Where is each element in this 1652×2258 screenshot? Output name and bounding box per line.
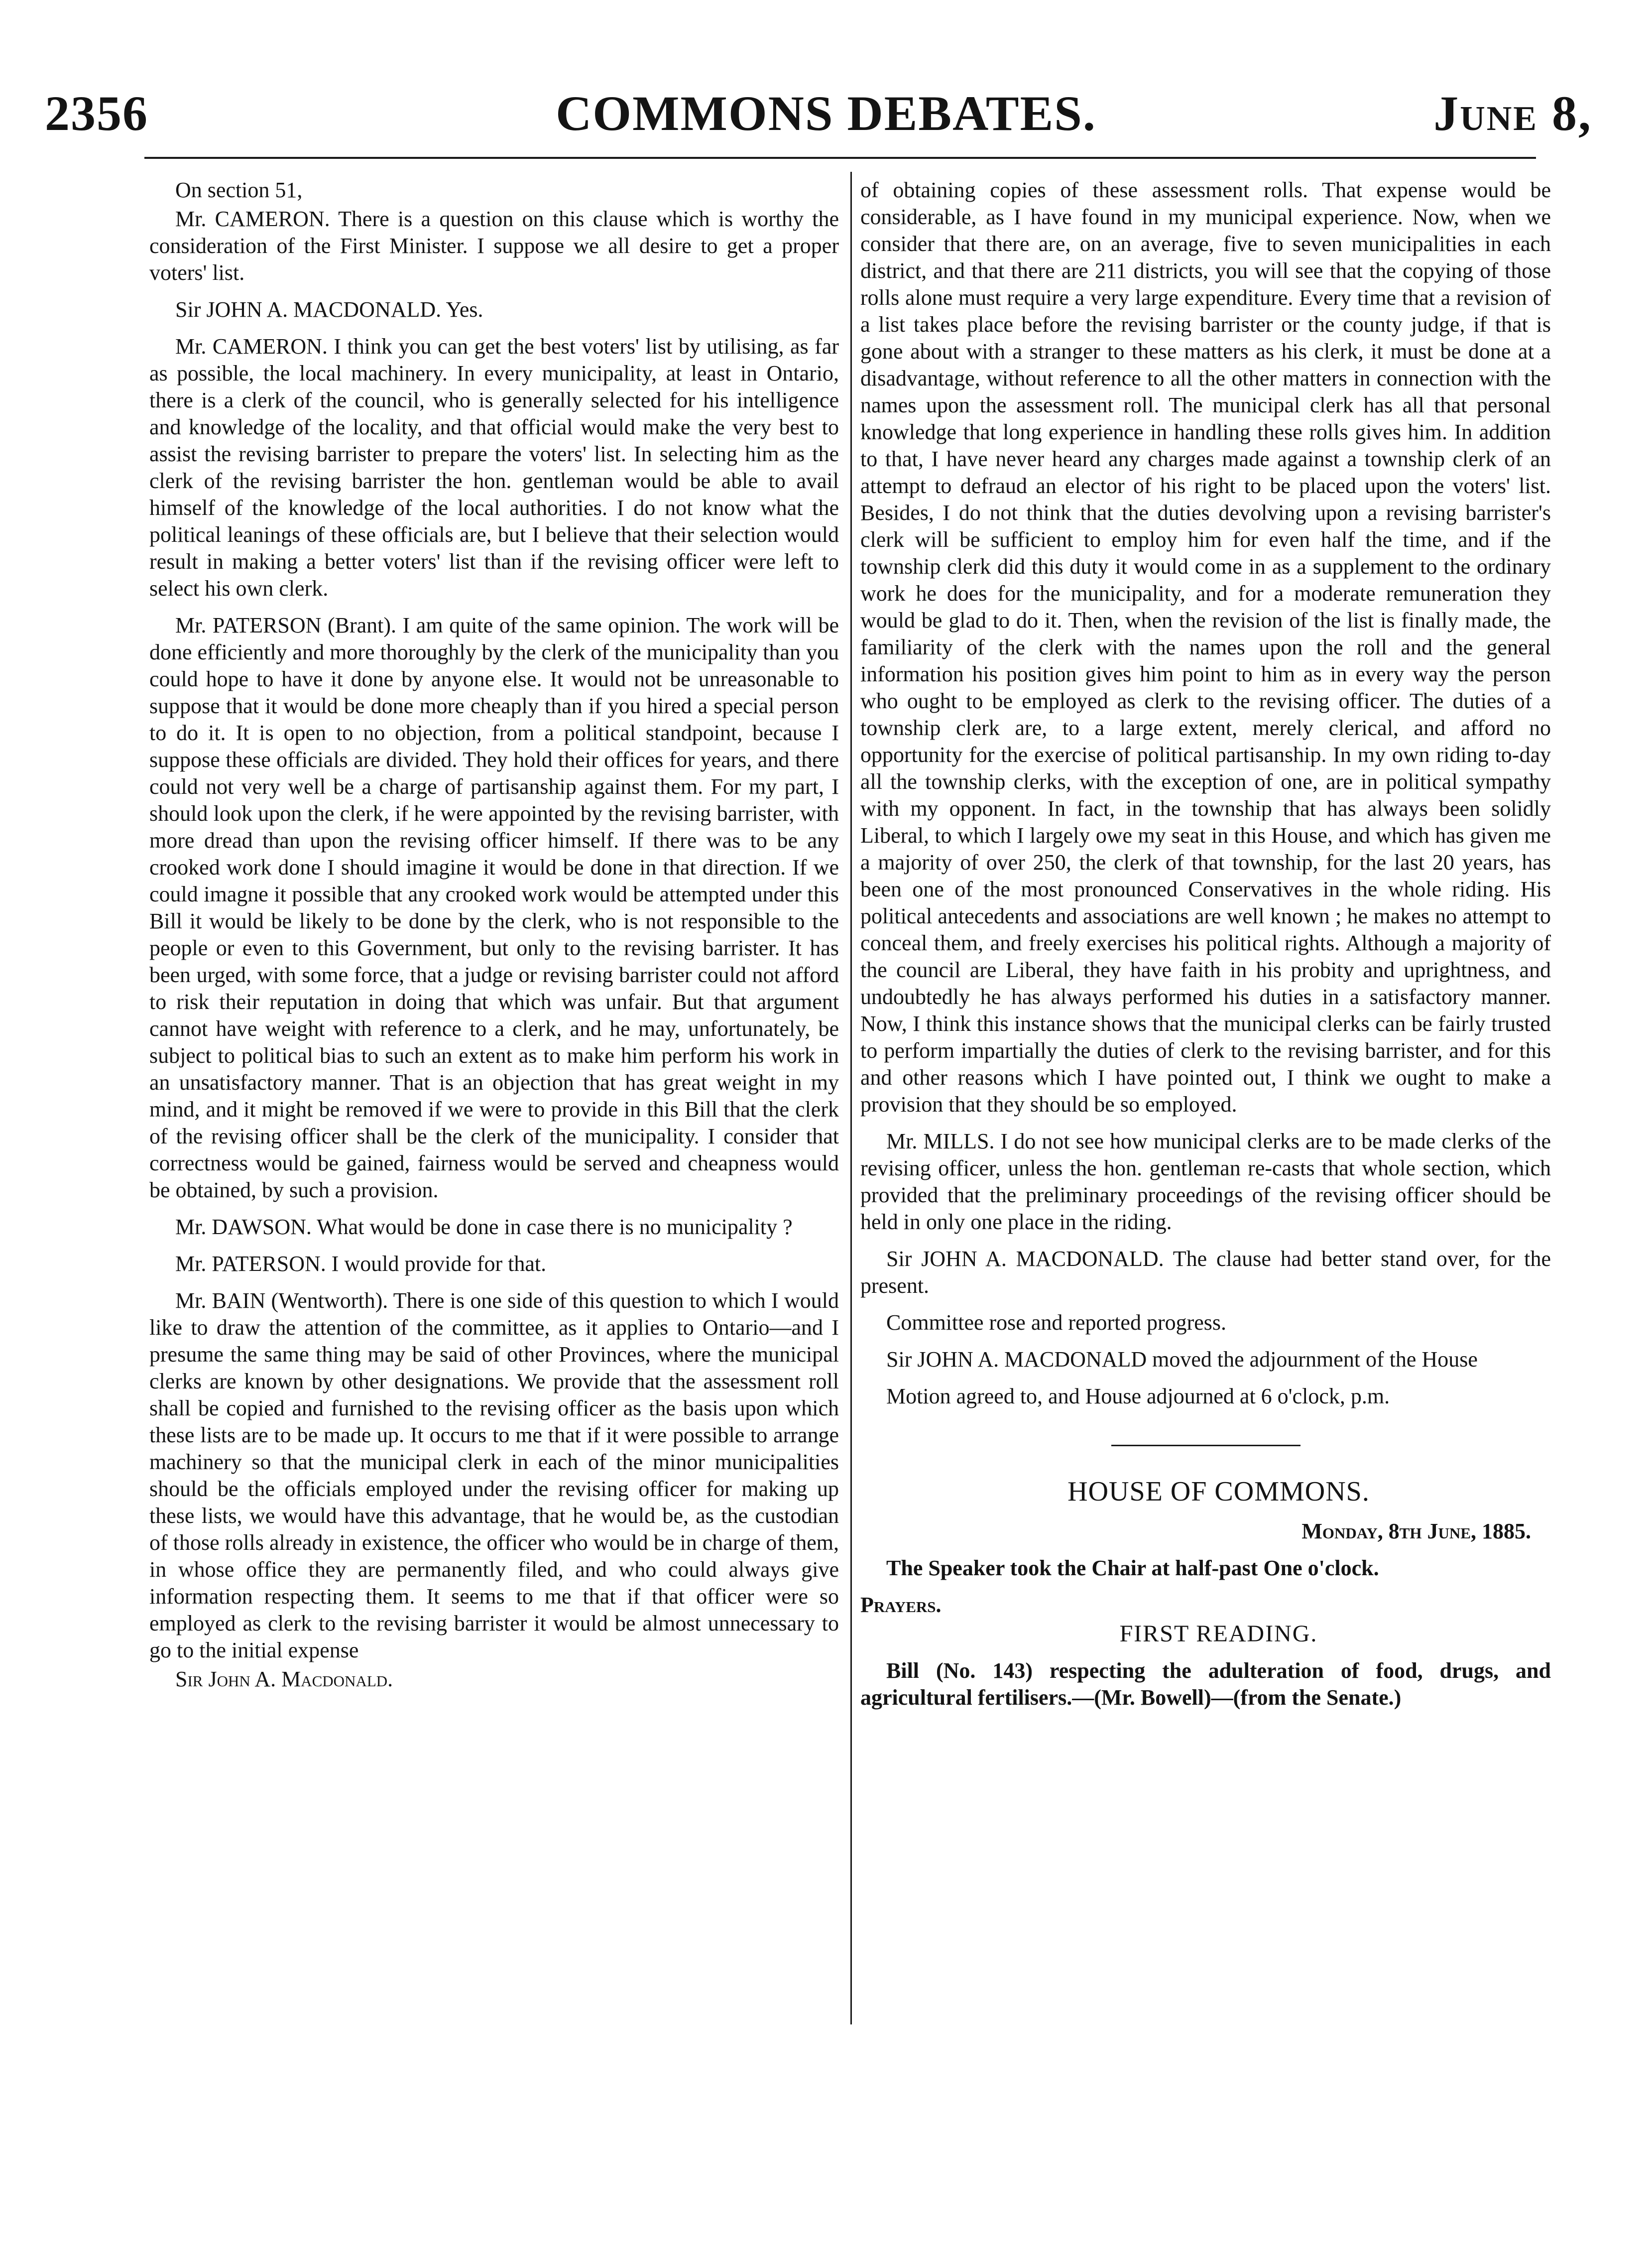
speech-macdonald-2: Sir JOHN A. MACDONALD. The clause had better stand over, for the present.	[860, 1247, 1551, 1298]
section-divider	[1111, 1445, 1300, 1446]
speech-bain-continued: of obtaining copies of these assessment rolls. That expense would be considerable, as I have found in my municipal experience. Now, when we consider that there are, on an average, five to seven municipalities in each district, and that there are 211 districts, you will see that the copying of those rolls alone must require a very large expenditure. Every time that a revision of a list takes place before the revising barrister or the county judge, if that is gone about with a stranger to these matters as his clerk, it must be done at a disadvantage, without reference to all the other matters in connection with the names upon the assessment roll. The municipal clerk has all that personal knowledge that long experience in handling these rolls gives him. In addition to that, I have never heard any charges made against a township clerk of an attempt to defraud an elector of his right to be placed upon the voters' list. Besides, I do not think that the duties devolving upon a revising barrister's clerk will be sufficient to employ him for even half the time, and if the township clerk did this duty it would come in as a supplement to the ordinary work he does for the municipality, and for a moderate remuneration they would be glad to do it. Then, when the revision of the list is finally made, the familiarity of the clerk with the names upon the roll and the general information his position gives him point to him as in every way the person who ought to be employed as clerk to the revising officer. The duties of a township clerk are, to a large extent, merely clerical, and afford no opportunity for the exercise of political partisanship. In my own riding to-day all the township clerks, with the exception of one, are in political sympathy with my opponent. In fact, in the township that has always been solidly Liberal, to which I largely owe my seat in this House, and which has given me a majority of over 250, the clerk of that township, for the last 20 years, has been one of the most pronounced Conservatives in the whole riding. His political antecedents and associations are well known ; he makes no attempt to conceal them, and freely exercises his political rights. Although a majority of the council are Liberal, they have faith in his probity and uprightness, and undoubtedly he has always performed his duties in a satisfactory manner. Now, I think this instance shows that the municipal clerks can be fairly trusted to perform impartially the duties of clerk to the revising barrister, and for this and other reasons which I have pointed out, I think we ought to make a provision that they should be so employed.	[860, 178, 1551, 1117]
speech-cameron-2: Mr. CAMERON. I think you can get the best voters' list by utilising, as far as possible, the local machinery. In every municipality, at least in Ontario, there is a clerk of the council, who is generally selected for his intelligence and knowledge of the locality, and that official would make the very best to assist the revising barrister to prepare the voters' list. In selecting him as the clerk of the revising barrister the hon. gentleman would be able to avail himself of the knowledge of the local authorities. I do not know what the political leanings of these officials are, but I believe that their selection would result in making a better voters' list than if the revising officer were left to select his own clerk.	[149, 334, 839, 601]
publication-title: COMMONS DEBATES.	[556, 86, 1096, 141]
adjournment-motion: Sir JOHN A. MACDONALD moved the adjournment of the House	[886, 1347, 1478, 1372]
bill-first-reading: Bill (No. 143) respecting the adulteration of food, drugs, and agricultural fertilisers.—(Mr. Bowell)—(from the Senate.)	[860, 1658, 1551, 1710]
page-number: 2356	[45, 86, 148, 141]
column-divider	[850, 172, 852, 2024]
sitting-date: Monday, 8th June, 1885.	[1301, 1519, 1531, 1543]
speech-macdonald-1: Sir JOHN A. MACDONALD. Yes.	[175, 297, 483, 322]
header-date: June 8,	[1433, 86, 1592, 141]
first-reading-heading: FIRST READING.	[1119, 1621, 1318, 1647]
speech-cameron-1: Mr. CAMERON. There is a question on this clause which is worthy the consideration of the First Minister. I suppose we all desire to get a proper voters' list.	[149, 207, 839, 285]
speaker-chair-note: The Speaker took the Chair at half-past One o'clock.	[886, 1556, 1379, 1580]
header-rule	[144, 157, 1536, 159]
prayers-note: Prayers.	[860, 1593, 942, 1617]
adjournment-result: Motion agreed to, and House adjourned at 6 o'clock, p.m.	[886, 1384, 1390, 1408]
speech-dawson: Mr. DAWSON. What would be done in case there is no municipality ?	[175, 1215, 793, 1239]
speech-mills: Mr. MILLS. I do not see how municipal clerks are to be made clerks of the revising officer, unless the hon. gentleman re-casts that whole section, which provided that the preliminary proceedings of the revising officer should be held in only one place in the riding.	[860, 1129, 1551, 1234]
section-reference: On section 51,	[175, 178, 303, 202]
catchword-footer: Sir John A. Macdonald.	[175, 1667, 393, 1691]
committee-report: Committee rose and reported progress.	[886, 1310, 1227, 1335]
running-head	[0, 85, 1652, 159]
section-title: HOUSE OF COMMONS.	[1067, 1476, 1370, 1507]
speech-paterson-1: Mr. PATERSON (Brant). I am quite of the same opinion. The work will be done efficiently and more thoroughly by the clerk of the municipality than you could hope to have it done by anyone else. It would not be unreasonable to suppose that it would be done more cheaply than if you hired a special person to do it. It is open to no objection, from a political standpoint, because I suppose these officials are divided. They hold their offices for years, and there could not very well be a charge of partisanship against them. For my part, I should look upon the clerk, if he were appointed by the revising barrister, with more dread than upon the revising officer himself. If there was to be any crooked work done I should imagine it would be done in that direction. If we could imagne it possible that any crooked work would be attempted under this Bill it would be likely to be done by the clerk, who is not responsible to the people or even to this Government, but only to the revising barrister. It has been urged, with some force, that a judge or revising barrister could not afford to risk their reputation in doing that which was unfair. But that argument cannot have weight with reference to a clerk, and he may, unfortunately, be subject to political bias to such an extent as to make him perform his work in an unsatisfactory manner. That is an objection that has great weight in my mind, and it might be removed if we were to provide in this Bill that the clerk of the revising officer shall be the clerk of the municipality. I consider that correctness would be gained, fairness would be served and cheapness would be obtained, by such a provision.	[149, 613, 839, 1202]
speech-bain: Mr. BAIN (Wentworth). There is one side of this question to which I would like to draw the attention of the committee, as it applies to Ontario—and I presume the same thing may be said of other Provinces, where the municipal clerks are known by other designations. We provide that the assessment roll shall be copied and furnished to the revising officer as the basis upon which these lists are to be made up. It occurs to me that if it were possible to arrange machinery so that the municipal clerk in each of the minor municipalities should be the officials employed under the revising officer for making up these lists, we would have this advantage, that he would be, as the custodian of those rolls already in existence, the officer who would be in charge of them, in whose office they are permanently filed, and who could always give information respecting them. It seems to me that if that officer were so employed as clerk to the revising barrister it would be almost unnecessary to go to the initial expense	[149, 1288, 839, 1662]
speech-paterson-2: Mr. PATERSON. I would provide for that.	[175, 1252, 547, 1276]
right-column	[860, 177, 1551, 1721]
left-column	[149, 177, 839, 1703]
